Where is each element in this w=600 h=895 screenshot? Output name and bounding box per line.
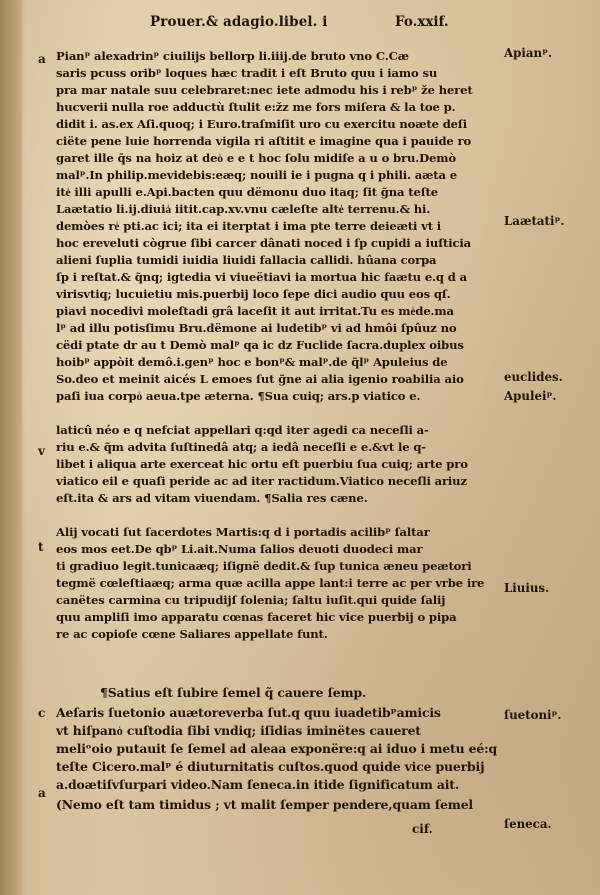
text-line: demòes re͑ pti.ac ici; ita ei iterptat i ima pte terre deieæti vt i: [56, 219, 442, 233]
text-line: ite͑ illi apulli e.Api.bacten quu dëmonu duo itaq; ſit g̃na teſte: [56, 185, 438, 199]
paragraph-marker: v: [38, 444, 45, 458]
margin-note: Apuleiᵖ.: [504, 389, 557, 403]
text-line: ſp i reſtat.& q̃nq; igtedia vi viueëtiavi ia mortua hic faætu e.q d a: [56, 270, 467, 284]
margin-note: Laætatiᵖ.: [504, 214, 565, 228]
text-line: didit i. as.ex Aſi.quoq; i Euro.traſmiſit uro cu exercitu noæte deſi: [56, 117, 468, 131]
text-line: garet ille q̄s na hoiz at deo͑ e e t hoc ſolu midiſe a u o bru.Demò: [56, 151, 456, 165]
folio-number: Fo.xxif.: [395, 14, 449, 30]
text-line: saris pcuss oribᵖ loques hæc tradit i eſt Bruto quu i iamo su: [56, 66, 438, 80]
text-line: pra mar natale suu celebraret:nec iete admodu his i rebᵖ že heret: [56, 83, 473, 97]
running-header: [150, 14, 590, 38]
text-line: libet i aliqua arte exerceat hic ortu eſt puerbiu ſua cuiq; arte pro: [56, 457, 468, 471]
margin-note: Apianᵖ.: [504, 46, 553, 60]
text-line: piavi nocedivi moleſtadi grâ laceſit it aut irritat.Tu es me͑de.ma: [56, 304, 454, 318]
text-line: So.deo et meinit aicés L emoes ſut g̃ne ai alia igenio roabilia aio: [56, 372, 464, 386]
text-line: riu e.& q̃m advita ſuſtinedâ atq; a iedâ neceſli e e.&vt le q-: [56, 440, 426, 454]
adage-heading: ¶Satius eſt ſubire ſemel q̃ cauere ſemp.: [100, 685, 367, 700]
text-line: meliᵒoio putauit ſe ſemel ad aleaa exponëre:q ai iduo i metu eé:q: [56, 741, 498, 756]
text-line: hoc ereveluti cògrue ſibi carcer dânati noced i ſp cupidi a iuſticia: [56, 236, 472, 250]
text-line: tegmë cœleſtiaæq; arma quæ acilla appe lant:i terre ac per vrbe ire: [56, 576, 485, 590]
text-line: eos mos eet.De qbᵖ Li.ait.Numa ſalios deuoti duodeci mar: [56, 542, 423, 556]
text-line: eſt.ita & ars ad vitam viuendam. ¶Salia res cæne.: [56, 491, 368, 505]
text-line: Laætatio li.ij.diuia͑ iitit.cap.xv.vnu cæleſte alte͑ terrenu.& hi.: [56, 202, 431, 216]
text-line: malᵖ.In philip.mevidebis:eæq; nouili ie i pugna q i phili. aæta e: [56, 168, 457, 182]
text-line: ciëte pene luie horrenda vigila ri aſtitit e imagine qua i pauide ro: [56, 134, 472, 148]
text-line: quu ampliſi imo apparatu cœnas faceret hic vice puerbij o pipa: [56, 610, 457, 624]
text-line: lᵖ ad illu potisſimu Bru.dëmone ai ludetibᵖ vi ad hmôi ſpûuz no: [56, 321, 457, 335]
paragraph-marker: a: [38, 786, 46, 800]
binding-gutter: [0, 0, 22, 895]
text-line: ti gradiuo legit.tunicaæq; iſignë dedit.& ſup tunica æneu peætori: [56, 559, 472, 573]
paragraph-marker: t: [38, 540, 44, 554]
margin-note: Liuius.: [504, 581, 550, 595]
text-line: canëtes carmina cu tripudijſ ſolenia; ſaltu iuſit.qui quide ſalij: [56, 593, 446, 607]
paragraph-marker: a: [38, 52, 46, 66]
paragraph-marker: c: [38, 706, 46, 720]
margin-note: euclides.: [504, 370, 563, 384]
text-line: vt hiſpano͑ cuſtodia ſibi vndiq; iſidias iminëtes caueret: [56, 723, 421, 738]
margin-note: ſuetoniᵖ.: [504, 708, 562, 722]
text-line: (Nemo eſt tam timidus ; vt malit ſemper pendere,quam ſemel: [56, 797, 473, 812]
text-line: a.doætiſvſurpari video.Nam ſeneca.in itide ſignificatum ait.: [56, 777, 459, 792]
margin-note: ſeneca.: [504, 817, 552, 831]
text-line: cëdi ptate dr au t Demò malᵖ qa ic dz Fuclide ſacra.duplex oibus: [56, 338, 464, 352]
text-line: teſte Cicero.malᵖ é diuturnitatis cuſtos.quod quide vice puerbij: [56, 759, 485, 774]
text-line: laticû néo e q nefciat appellari q:qd iter agedi ca neceſli a-: [56, 423, 429, 437]
text-line: alieni ſuplia tumidi iuidia liuidi fallacia callidi. hûana corpa: [56, 253, 437, 267]
text-line: re ac copioſe cœne Saliares appellate funt.: [56, 627, 328, 641]
running-title: Prouer.& adagio.libel. i: [150, 14, 328, 30]
text-line: hoibᵖ appòit demô.i.genᵖ hoc e bonᵖ& malᵖ.de q̃lᵖ Apuleius de: [56, 355, 448, 369]
text-line: Pianᵖ alexadrinᵖ ciuilijs bellorp li.iiij.de bruto vno C.Cæ: [56, 49, 409, 63]
text-line: hucverii nulla roe adductù ſtulit e:žz me fors miſera & la toe p.: [56, 100, 456, 114]
text-line: paſi iua corpo͑ aeua.tpe æterna. ¶Sua cuiq; ars.p viatico e.: [56, 389, 421, 403]
text-line: virisvtiq; lucuietiu mis.puerbij loco ſepe dici audio quu eos qſ.: [56, 287, 451, 301]
text-line: viatico eil e quaſi peride ac ad iter ractidum.Viatico neceſli ariuz: [56, 474, 467, 488]
text-line: Aeſaris ſuetonio auætoreverba ſut.q quu iuadetibᵖamicis: [56, 705, 441, 720]
text-line: Alij vocati ſut ſacerdotes Martis:q d i portadis acilibᵖ ſaltar: [56, 525, 430, 539]
catchword: cif.: [412, 822, 433, 836]
